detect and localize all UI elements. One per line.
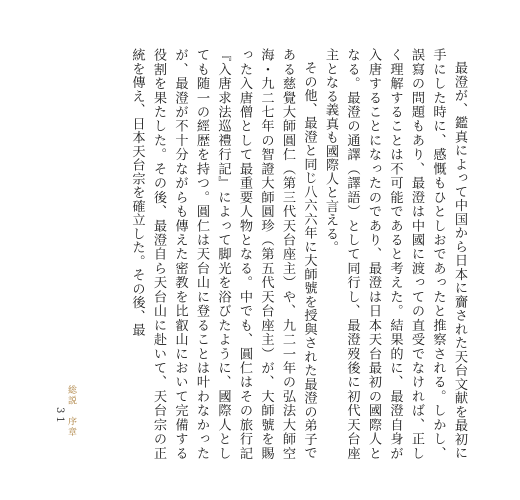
body-text: [70, 48, 470, 460]
paragraph-2: その他、最澄と同じ八六六年に大師號を授與された最澄の弟子である慈覺大師圓仁（第三代天台座主）や、九二一年の弘法大師空海・九二七年の智證大師圓珍（第五代天台座主）が、大師號を賜った入唐僧として最重要人物となる。中でも、圓仁はその旅行記『入唐求法巡禮行記』によって脚光を浴びたように、國際人としても随一の經歴を持つ。圓仁は天台山に登ることは叶わなかったが、最澄が不十分ながらも傳えた密教を比叡山において完備する役割を果たした。その後、最澄自ら天台山に赴いて、天台宗の正統を傳え、日本天台宗を確立した。その後、最: [129, 48, 317, 460]
paragraph-1: 最澄が、鑑真によって中国から日本に齎された天台文献を最初に手にした時に、感慨もひとしおであったと推察される。しかし、誤寫の問題もあり、最澄は中國に渡っての直受でなければ、正しく理解することは不可能であると考えた。結果的に、最澄自身が入唐することになったのであり、最澄は日本天台最初の國際人となる。最澄の通譯（譯語）として同行し、最澄歿後に初代天台座主となる義真も國際人と言える。: [323, 48, 467, 460]
page-footer: [54, 385, 78, 438]
page-number: 31: [54, 406, 65, 426]
running-head: 総説 序章: [66, 385, 76, 438]
